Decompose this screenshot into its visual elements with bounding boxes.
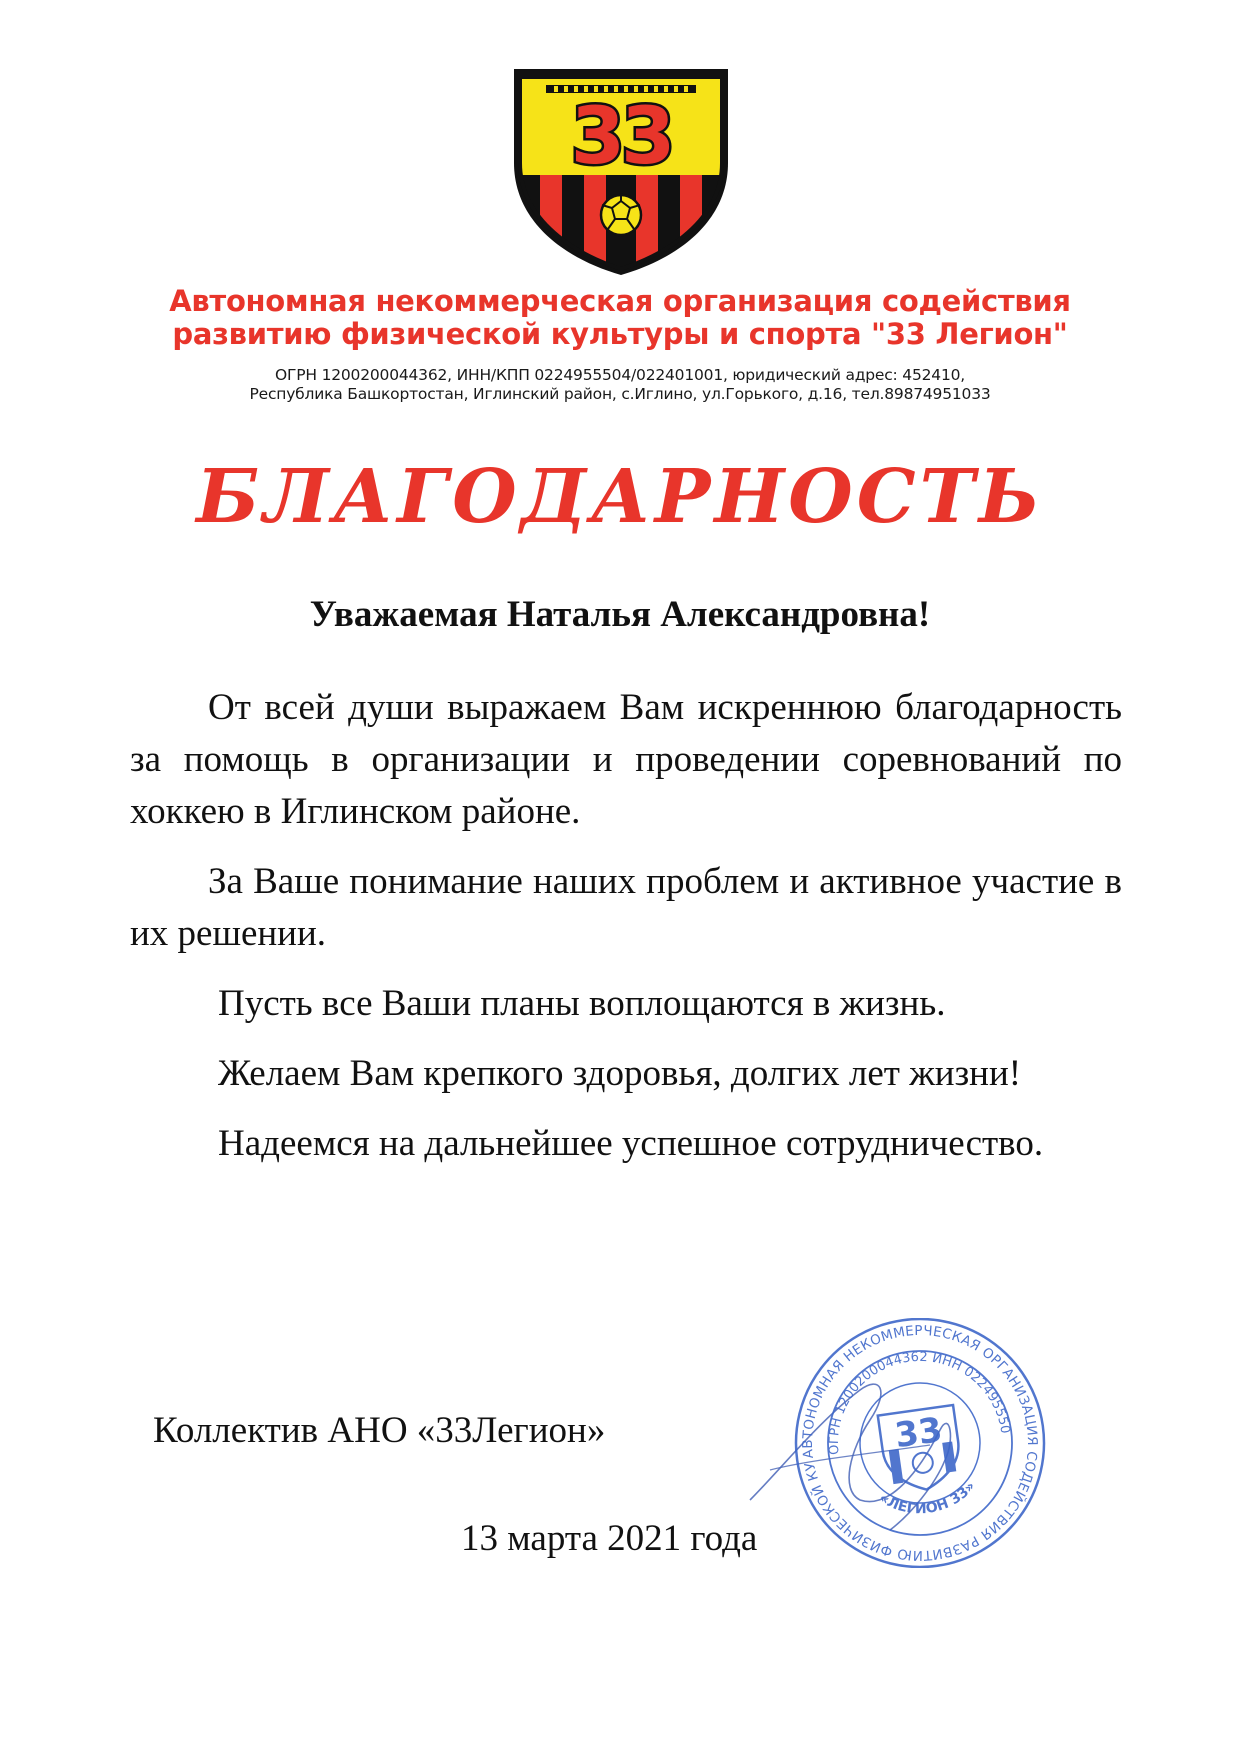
greeting: Уважаемая Наталья Александровна! [309,594,931,635]
stamp-inner-text-top: ОГРН 1200200044362 ИНН 0224955504 [826,1349,1013,1456]
letter-date: 13 марта 2021 года [461,1518,758,1559]
paragraph-cooperation: Надеемся на дальнейшее успешное сотрудничество. [218,1123,1044,1164]
paragraph-gratitude: От всей души выражаем Вам искреннюю благодарность за помощь в организации и проведении соревнований по хоккею в Иглинском районе. [130,687,1122,832]
stamp-number: 33 [892,1409,945,1457]
stamp-shield-icon [878,1405,964,1495]
organization-name [120,285,1120,351]
organization-name-line2: развитию физической культуры и спорта "33 Легион" [172,317,1068,351]
stamp-outer-text: АВТОНОМНАЯ НЕКОММЕРЧЕСКАЯ ОРГАНИЗАЦИЯ СОДЕЙСТВИЯ РАЗВИТИЮ ФИЗИЧЕСКОЙ КУЛЬТУРЫ [799,1322,1041,1564]
paragraph-plans: Пусть все Ваши планы воплощаются в жизнь. [218,983,946,1024]
organization-stamp [760,1318,1080,1568]
paragraph-wishes: Желаем Вам крепкого здоровья, долгих лет жизни! [218,1053,1022,1094]
soccer-ball-icon [601,195,641,235]
svg-text:«ЛЕГИОН 33» [875,1477,982,1524]
paragraph-understanding: За Ваше понимание наших проблем и активное участие в их решении. [130,861,1122,954]
organization-name-line1: Автономная некоммерческая организация содействия [169,284,1071,318]
organization-details-line1: ОГРН 1200200044362, ИНН/КПП 0224955504/022401001, юридический адрес: 452410, [274,366,965,384]
letter-body [130,682,1122,1188]
logo-number: 33 [570,92,672,182]
club-shield-logo [506,55,736,275]
organization-details-line2: Республика Башкортостан, Иглинский район, с.Иглино, ул.Горького, д.16, тел.89874951033 [249,385,991,403]
organization-details [120,366,1120,404]
stamp-inner-text-bottom: «ЛЕГИОН 33» [876,1478,979,1518]
signature-line: Коллектив АНО «33Легион» [153,1410,606,1451]
document-title: БЛАГОДАРНОСТЬ [196,454,1044,540]
